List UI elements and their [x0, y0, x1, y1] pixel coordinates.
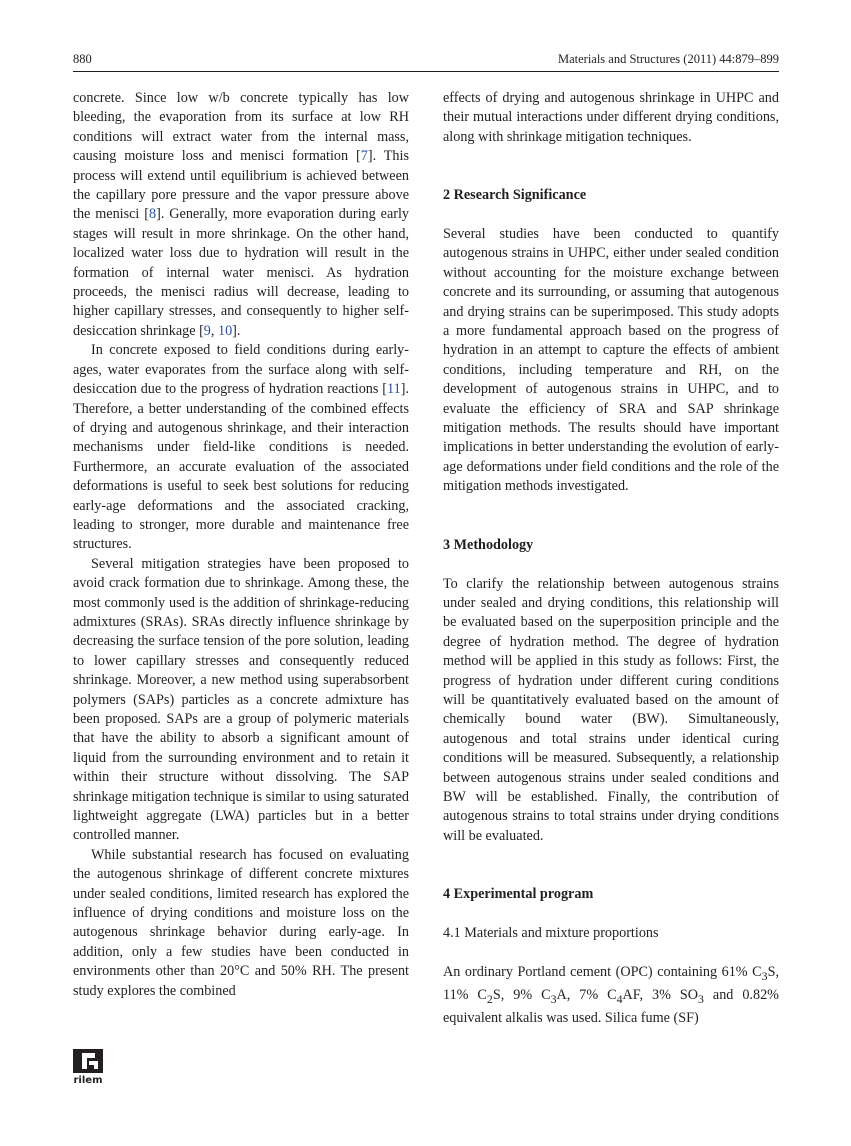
paragraph: Several studies have been conducted to quantify autogenous strains in UHPC, either under sealed condition without accounting for the moisture exchange between concrete and its surrounding, or assuming that autogenous and drying strains can be superimposed. This study adopts a more fundamental approach based on the progress of hydration in an attempt to capture the effects of ambient conditions, including temperature and RH, on the development of autogenous strains in UHPC, and to evaluate the efficiency of SRA and SAP shrinkage mitigation methods. The results should have important implications in better understanding the evolution of early-age deformations under field conditions and the role of the mitigation methods investigated.	[443, 226, 779, 495]
paragraph: While substantial research has focused on evaluating the autogenous shrinkage of different concrete mixtures under sealed conditions, limited research has explored the influence of drying conditions and moisture loss on the autogenous shrinkage behavior during early-age. In addition, only a few studies have been conducted in environments other than 20°C and 50% RH. The present study explores the combined	[73, 846, 409, 999]
paragraph: effects of drying and autogenous shrinkage in UHPC and their mutual interactions under different drying conditions, along with shrinkage mitigation techniques.	[443, 90, 779, 145]
paragraph: To clarify the relationship between autogenous strains under sealed and drying conditions, this relationship will be evaluated based on the superposition principle and the degree of hydration method. The degree of hydration method will be applied in this study as follows: First, the progress of hydration under different curing conditions will be quantitatively evaluated based on the amount of chemically bound water (BW). Simultaneously, autogenous and total strains under identical curing conditions will be measured. Subsequently, a relationship between autogenous strains under sealed conditions and BW will be established. Finally, the contribution of autogenous strains to total strains under drying conditions will be evaluated.	[443, 575, 779, 844]
paragraph: concrete. Since low w/b concrete typically has low bleeding, the evaporation from its surface at low RH conditions will extract water from the internal mass, causing moisture loss and menisci formation [7]. This process will extend until equilibrium is achieved between the capillary pore pressure and the vapor pressure above the menisci [8]. Generally, more evaporation during early stages will result in more shrinkage. On the other hand, localized water loss due to hydration will result in the formation of internal water menisci. As hydration proceeds, the menisci radius will decrease, leading to higher capillary stresses, and consequently to higher self-desiccation shrinkage [9, 10].	[73, 90, 410, 339]
paragraph: Several mitigation strategies have been proposed to avoid crack formation due to shrinkage. Among these, the most commonly used is the addition of shrinkage-reducing admixtures (SRAs). SRAs directly influence shrinkage by decreasing the surface tension of the pore solution, leading to lower capillary stresses and consequently reduced shrinkage. Moreover, a new method using superabsorbent polymers (SAPs) particles as a concrete admixture has been proposed. SAPs are a group of polymeric materials that have the ability to absorb a significant amount of liquid from the surrounding environment and to retain it within their structure without dissolving. The SAP shrinkage mitigation technique is similar to using saturated lightweight aggregate (LWA) particles but in a better controlled manner.	[73, 555, 409, 844]
left-column	[73, 89, 409, 1001]
citation-link[interactable]: 8	[149, 206, 157, 223]
paragraph: An ordinary Portland cement (OPC) containing 61% $C_3S$, 11% $C_2S$, 9% $C_3A$, 7% $C_4AF$, 3% $SO_3$ and 0.82% equivalent alkalis was used. Silica fume (SF)	[443, 963, 779, 1027]
page-number: 880	[73, 52, 92, 66]
rilem-logo-icon	[73, 1049, 103, 1085]
section-heading: 3 Methodology	[443, 536, 534, 553]
section-heading: 2 Research Significance	[443, 187, 587, 204]
paragraph: In concrete exposed to field conditions during early-ages, water evaporates from the surface along with self-desiccation due to the progress of hydration reactions [11]. Therefore, a better understanding of the combined effects of drying and autogenous shrinkage, and their interaction mechanisms under field-like conditions is needed. Furthermore, an accurate evaluation of the associated deformations is useful to seek best solutions for reducing early-age deformations and the associated cracking, leading to stronger, more durable and maintenance free structures.	[73, 342, 409, 553]
section-heading: 4 Experimental program	[443, 886, 594, 903]
citation-link[interactable]: 10	[217, 322, 233, 339]
citation-link[interactable]: 9	[203, 322, 211, 339]
right-column	[443, 89, 779, 1029]
running-header	[73, 50, 779, 70]
subsection-heading: 4.1 Materials and mixture proportions	[443, 924, 659, 941]
citation-link[interactable]: 7	[360, 148, 368, 165]
journal-citation: Materials and Structures (2011) 44:879–899	[557, 52, 779, 66]
citation-link[interactable]: 11	[387, 381, 401, 398]
svg-text:rilem: rilem	[73, 1075, 103, 1085]
header-rule	[73, 71, 779, 72]
